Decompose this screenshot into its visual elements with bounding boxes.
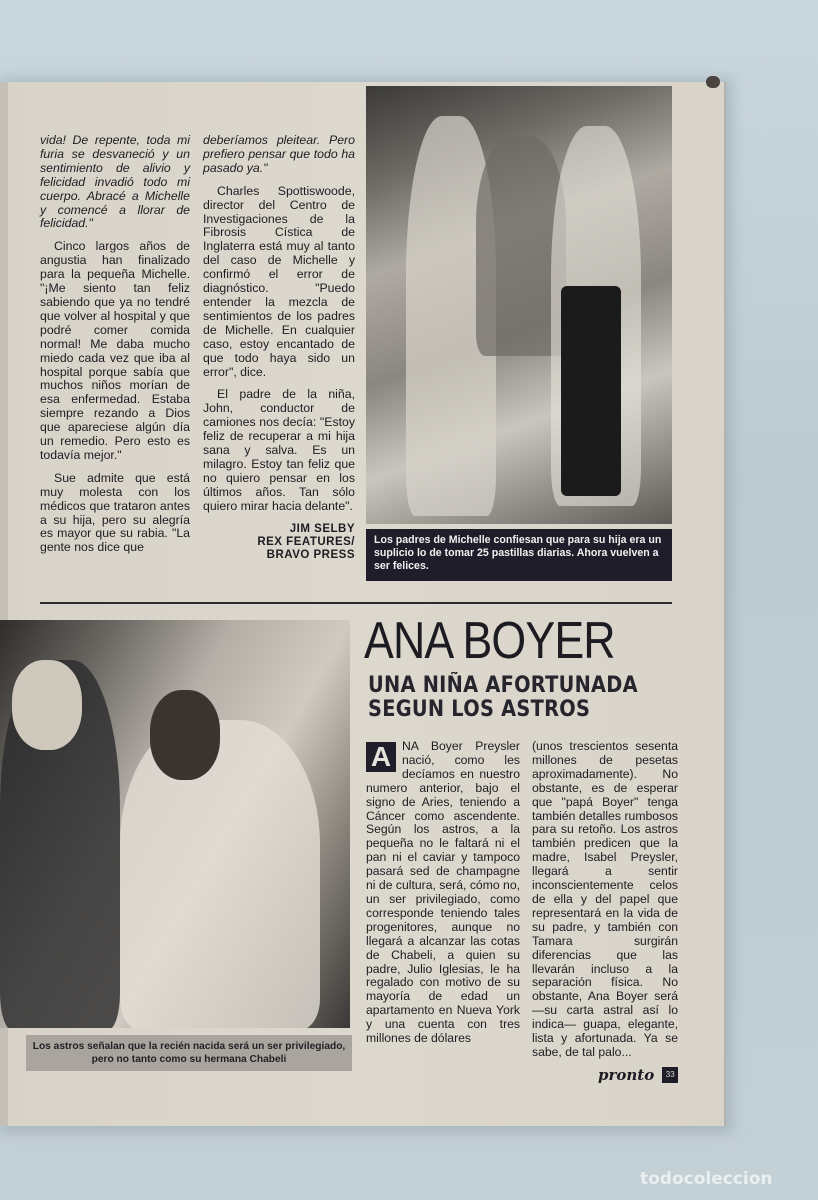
paragraph: Charles Spottiswoode, director del Centro de Investigaciones de la Fibrosis Cística de Inglaterra está muy al tanto del caso de Michelle y confirmó el error de diagnóstico. "Puedo entender la mezcla de sentimientos de los padres de Michelle. En cualquier caso, estoy encantado de que todo haya sido un error", dice. — [203, 183, 355, 379]
photo-caption: Los padres de Michelle confiesan que para su hija era un suplicio lo de tomar 25 pastillas diarias. Ahora vuelven a ser felices. — [366, 529, 672, 581]
paragraph: Sue admite que está muy molesta con los médicos que trataron antes a su hija, pero su alegría es mayor que su rabia. "La gente nos dice que — [40, 470, 190, 555]
byline-agency: BRAVO PRESS — [266, 548, 355, 561]
ana-boyer-photo — [0, 620, 350, 1028]
paragraph: Cinco largos años de angustia han finalizado para la pequeña Michelle. "¡Me siento tan feliz sabiendo que ya no tendré que volver al hospital y que podré comer comida normal! Me daba mucho miedo cada vez que iba al hospital porque sabía que muchos niños morían de esa enfermedad. Estaba siempre rezando a Dios que apareciese algún día un remedio. Pero esto es todavía mejor." — [40, 239, 190, 462]
watermark: todocoleccion — [640, 1169, 773, 1189]
article-headline: ANA BOYER — [364, 612, 615, 670]
photo-caption: Los astros señalan que la recién nacida será un ser privilegiado, pero no tanto como su hermana Chabeli — [26, 1035, 352, 1071]
subheadline-line: SEGUN LOS ASTROS — [368, 697, 591, 722]
paragraph: (unos trescientos sesenta millones de pesetas aproximadamente). No obstante, es de esperar que "papá Boyer" tenga también detalles rumbosos para su retoño. Los astros también predicen que la madre, Isabel Preysler, llegará a sentir inconscientemente celos de ella y del papel que representará en la vida de su padre, y también con Tamara surgirán diferencias que las llevarán incluso a la separación física. No obstante, Ana Boyer será —su carta astral así lo indica— guapa, elegante, lista y afortunada. Ya se sabe, de tal palo... — [532, 739, 678, 1059]
page-number: 33 — [662, 1067, 678, 1083]
subheadline-line: UNA NIÑA AFORTUNADA — [368, 673, 638, 698]
section-divider — [40, 602, 672, 604]
paragraph: NA Boyer Preysler nació, como les decíamos en nuestro numero anterior, bajo el signo de Aries, teniendo a Cáncer como ascendente. Según los astros, a la pequeña no le faltará ni el pan ni el caviar y tampoco pasará sed de champagne ni de cultura, será, cómo no, un ser privilegiado, como corresponde teniendo tales progenitores, aunque no llegará a alcanzar las cotas de Chabeli, a quien su padre, Julio Iglesias, le ha regalado con motivo de su mayoría de edad un apartamento en Nueva York y una cuenta con tres millones de dólares — [366, 739, 520, 1046]
drop-cap: A — [366, 742, 396, 772]
article1-column1 — [40, 134, 190, 564]
article-subheadline — [368, 674, 638, 722]
magazine-logo: pronto — [598, 1066, 655, 1084]
byline-agency: REX FEATURES/ — [257, 535, 355, 548]
tape-mark — [706, 76, 720, 88]
paragraph: vida! De repente, toda mi furia se desvaneció y un sentimiento de alivio y felicidad invadió todo mi cuerpo. Abracé a Michelle y comencé a llorar de felicidad." — [40, 133, 190, 231]
page-footer — [598, 1066, 678, 1084]
family-photo — [366, 86, 672, 524]
paragraph: deberíamos pleitear. Pero prefiero pensar que todo ha pasado ya." — [203, 133, 355, 175]
paragraph: El padre de la niña, John, conductor de camiones nos decía: "Estoy feliz de recuperar a mi hija sana y salva. Es un milagro. Estoy tan feliz que no quiero pensar en los últimos años. Tan sólo quiero mirar hacia delante". — [203, 387, 355, 513]
byline-author: JIM SELBY — [289, 522, 355, 535]
article1-column2 — [203, 134, 355, 562]
article2-column2 — [532, 740, 678, 1060]
byline — [203, 523, 355, 562]
article2-column1 — [366, 740, 520, 1046]
